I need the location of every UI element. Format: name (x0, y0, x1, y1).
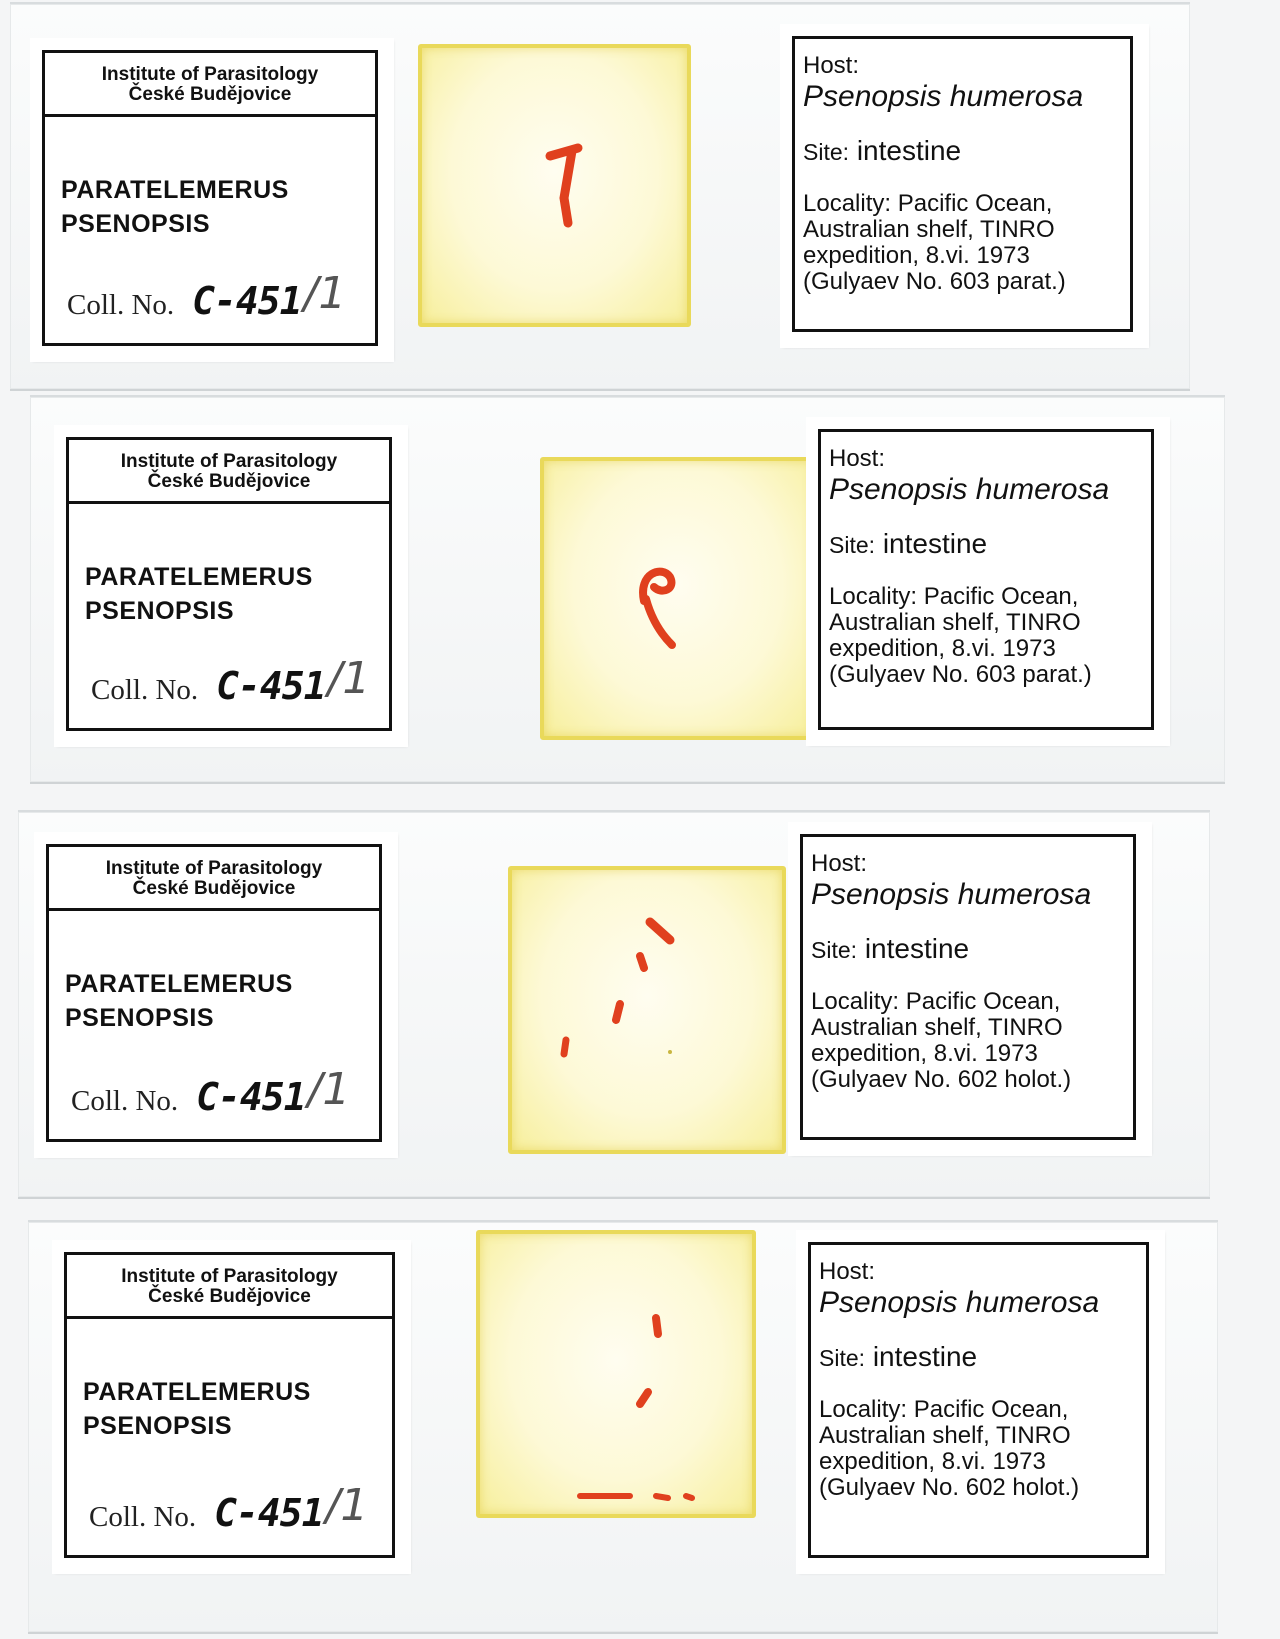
handwritten-number: C-451 (216, 664, 326, 708)
handwritten-number: C-451 (196, 1075, 306, 1119)
specimen (544, 461, 812, 736)
collection-label (32, 40, 392, 360)
host-species: Psenopsis humerosa (829, 473, 1110, 506)
microscope-slide (18, 810, 1210, 1199)
handwritten-number: C-451 (192, 279, 302, 323)
host-label (798, 1232, 1163, 1572)
microscope-slide (30, 395, 1225, 784)
host-label-frame (808, 1242, 1149, 1558)
collection-label-frame (66, 437, 392, 731)
coverslip (476, 1230, 756, 1518)
taxon-name: PARATELEMERUS PSENOPSIS (61, 176, 289, 238)
handwritten-number: C-451 (214, 1491, 324, 1535)
host-heading: Host: (819, 1258, 876, 1285)
handwritten-suffix: /1 (327, 653, 371, 704)
site-line: Site: intestine (811, 933, 970, 964)
handwritten-suffix: /1 (325, 1480, 369, 1531)
institute-name: Institute of Parasitology České Budějovice (67, 1255, 392, 1319)
collection-number: Coll. No. C-451/1 (89, 1480, 369, 1535)
collection-label-frame (42, 50, 378, 346)
specimen (512, 870, 782, 1150)
specimen (422, 48, 687, 323)
collection-label-frame (46, 844, 382, 1142)
site-line: Site: intestine (829, 528, 988, 559)
locality-text: Locality: Pacific Ocean, Australian shelf, TINRO expedition, 8.vi. 1973 (Gulyaev No. 602 holot.) (819, 1396, 1080, 1501)
handwritten-suffix: /1 (303, 268, 347, 319)
taxon-name: PARATELEMERUS PSENOPSIS (85, 563, 313, 625)
host-label (782, 26, 1147, 346)
host-label (790, 824, 1150, 1154)
taxon-name: PARATELEMERUS PSENOPSIS (83, 1378, 311, 1440)
specimen (480, 1234, 752, 1514)
host-heading: Host: (829, 445, 886, 472)
locality-text: Locality: Pacific Ocean, Australian shelf, TINRO expedition, 8.vi. 1973 (Gulyaev No. 603 parat.) (829, 583, 1092, 688)
institute-name: Institute of Parasitology České Budějovice (49, 847, 379, 911)
collection-label (54, 1242, 409, 1572)
collection-label (36, 834, 396, 1156)
collection-number: Coll. No. C-451/1 (71, 1064, 351, 1119)
microscope-slide (28, 1220, 1218, 1634)
site-line: Site: intestine (803, 135, 962, 166)
host-species: Psenopsis humerosa (803, 80, 1084, 113)
locality-text: Locality: Pacific Ocean, Australian shelf, TINRO expedition, 8.vi. 1973 (Gulyaev No. 603 parat.) (803, 190, 1066, 295)
host-species: Psenopsis humerosa (811, 878, 1092, 911)
locality-text: Locality: Pacific Ocean, Australian shelf, TINRO expedition, 8.vi. 1973 (Gulyaev No. 602 holot.) (811, 988, 1072, 1093)
site-line: Site: intestine (819, 1341, 978, 1372)
handwritten-suffix: /1 (307, 1064, 351, 1115)
host-label-frame (818, 429, 1154, 730)
coverslip (418, 44, 691, 327)
host-label-frame (800, 834, 1136, 1140)
coverslip (540, 457, 816, 740)
collection-label-frame (64, 1252, 395, 1558)
collection-number: Coll. No. C-451/1 (67, 268, 347, 323)
collection-label (56, 427, 406, 745)
host-species: Psenopsis humerosa (819, 1286, 1100, 1319)
institute-name: Institute of Parasitology České Budějovice (45, 53, 375, 117)
collection-number: Coll. No. C-451/1 (91, 653, 371, 708)
host-label-frame (792, 36, 1133, 332)
coverslip (508, 866, 786, 1154)
institute-name: Institute of Parasitology České Budějovice (69, 440, 389, 504)
host-heading: Host: (811, 850, 868, 877)
host-heading: Host: (803, 52, 860, 79)
microscope-slide (10, 2, 1190, 391)
host-label (808, 419, 1168, 744)
taxon-name: PARATELEMERUS PSENOPSIS (65, 970, 293, 1032)
